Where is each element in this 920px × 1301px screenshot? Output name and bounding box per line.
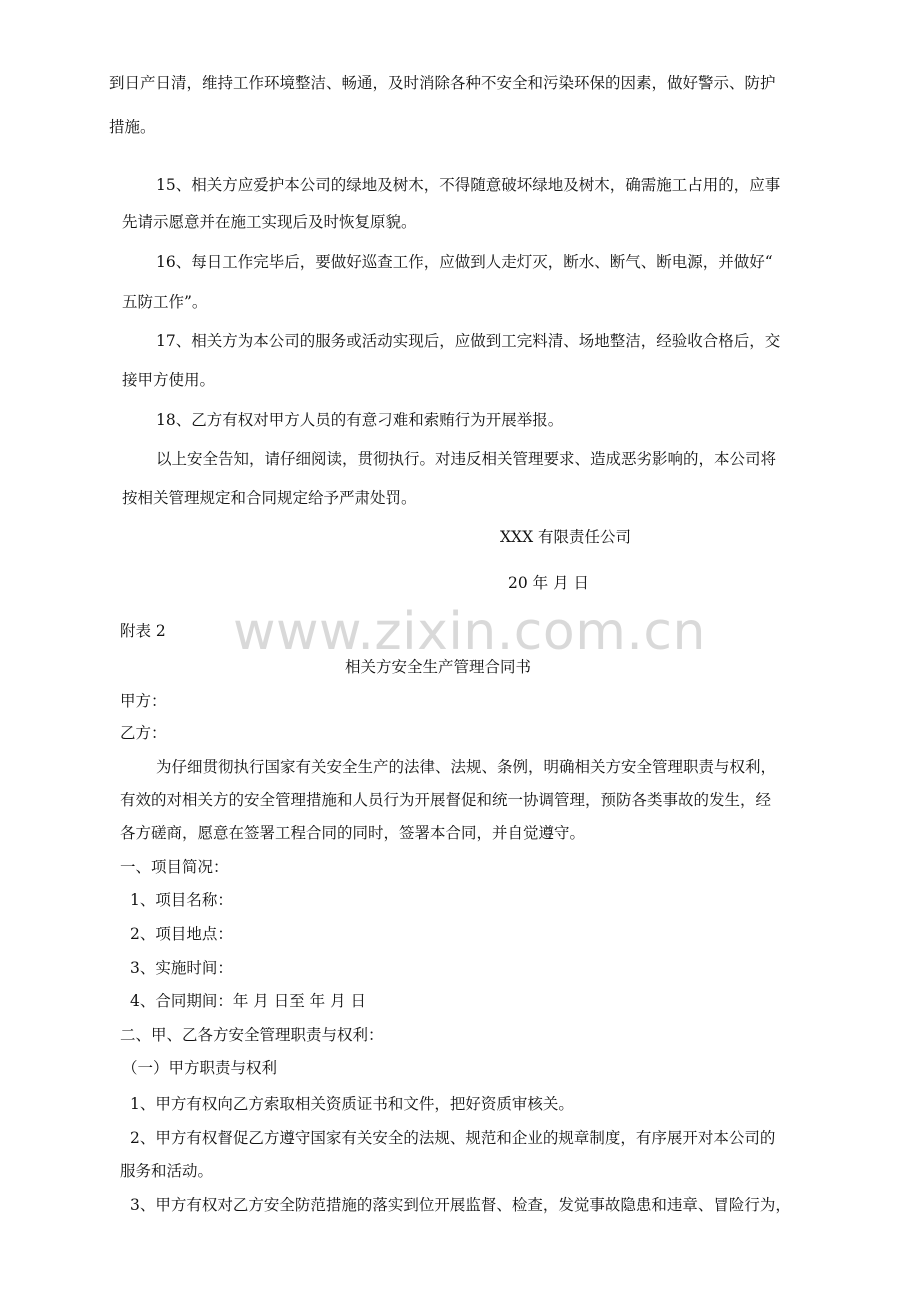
clause-16: 16、每日工作完毕后，要做好巡查工作，应做到人走灯灭，断水、断气、断电源，并做好“	[156, 253, 773, 271]
preamble-line: 有效的对相关方的安全管理措施和人员行为开展督促和统一协调管理，预防各类事故的发生，经	[120, 791, 772, 809]
clause-18: 18、乙方有权对甲方人员的有意刁难和索贿行为开展举报。	[156, 411, 564, 429]
body-text-line: 按相关管理规定和合同规定给予严肃处罚。	[122, 489, 417, 507]
implementation-time-field: 3、实施时间：	[130, 959, 233, 977]
preamble-line: 各方磋商，愿意在签署工程合同的同时，签署本合同，并自觉遵守。	[120, 824, 586, 842]
appendix-label: 附表 2	[120, 622, 166, 640]
body-text-line: 到日产日清，维持工作环境整洁、畅通，及时消除各种不安全和污染环保的因素，做好警示、防护	[109, 74, 776, 92]
subsection-heading: （一）甲方职责与权利	[122, 1059, 278, 1077]
clause-17: 17、相关方为本公司的服务或活动实现后，应做到工完料清、场地整洁，经验收合格后，交	[156, 332, 781, 350]
project-location-field: 2、项目地点：	[130, 925, 233, 943]
party-a-item-2: 2、甲方有权督促乙方遵守国家有关安全的法规、规范和企业的规章制度，有序展开对本公司的	[130, 1129, 776, 1147]
body-text-line: 服务和活动。	[120, 1162, 214, 1180]
body-text-line: 五防工作”。	[122, 293, 208, 311]
party-a-label: 甲方：	[120, 692, 167, 710]
company-signature: XXX 有限责任公司	[500, 528, 632, 546]
body-text-line: 接甲方使用。	[122, 371, 216, 389]
party-b-label: 乙方：	[120, 724, 167, 742]
project-name-field: 1、项目名称：	[130, 891, 233, 909]
contract-period-field: 4、合同期间：年 月 日至 年 月 日	[130, 992, 366, 1010]
watermark: www.zixin.com.cn	[233, 602, 706, 662]
party-a-item-3: 3、甲方有权对乙方安全防范措施的落实到位开展监督、检查，发觉事故隐患和违章、冒险行为，	[130, 1196, 791, 1214]
body-text-line: 先请示愿意并在施工实现后及时恢复原貌。	[122, 213, 417, 231]
body-text-line: 措施。	[109, 118, 156, 136]
closing-paragraph: 以上安全告知，请仔细阅读，贯彻执行。对违反相关管理要求、造成恶劣影响的，本公司将	[156, 450, 777, 468]
clause-15: 15、相关方应爱护本公司的绿地及树木，不得随意破坏绿地及树木，确需施工占用的，应事	[156, 176, 781, 194]
preamble-line: 为仔细贯彻执行国家有关安全生产的法律、法规、条例，明确相关方安全管理职责与权利，	[156, 758, 777, 776]
party-a-item-1: 1、甲方有权向乙方索取相关资质证书和文件，把好资质审核关。	[130, 1095, 574, 1113]
signature-date: 20 年 月 日	[508, 574, 590, 592]
contract-title: 相关方安全生产管理合同书	[345, 658, 532, 676]
section-heading: 二、甲、乙各方安全管理职责与权利：	[120, 1026, 384, 1044]
section-heading: 一、项目简况：	[120, 858, 229, 876]
